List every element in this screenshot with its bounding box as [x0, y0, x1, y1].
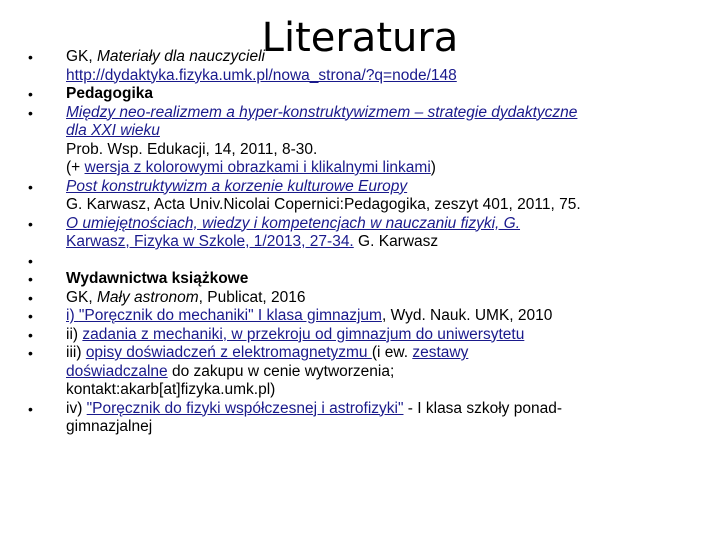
- citation-text: , Publicat, 2016: [198, 288, 306, 306]
- citation-text: , Wyd. Nauk. UMK, 2010: [381, 307, 553, 324]
- citation-text: (+: [66, 159, 85, 176]
- tasks-link[interactable]: zadania z mechaniki, w przekroju od gimnazjum do uniwersytetu: [82, 325, 525, 343]
- list-item: [28, 270, 708, 289]
- citation-text: gimnazjalnej: [66, 418, 153, 435]
- link-text: "Poręcznik do mechaniki" I klasa gimnazjum: [78, 307, 382, 324]
- citation-text: Prob. Wsp. Edukacji, 14, 2011, 8-30.: [66, 140, 318, 158]
- list-item: [28, 307, 708, 326]
- bullet-icon: •: [28, 308, 33, 324]
- materials-title: Materiały dla nauczycieli: [97, 48, 266, 65]
- article-link-neo-realizm[interactable]: [66, 104, 577, 140]
- citation-text: iv): [66, 399, 87, 417]
- citation-text: - I klasa szkoły ponad-: [403, 399, 562, 417]
- citation-text: iii): [66, 344, 86, 361]
- contact-text: kontakt:akarb[at]fizyka.umk.pl): [66, 381, 276, 398]
- bibliography-list: [28, 48, 708, 437]
- list-item: [28, 85, 708, 104]
- citation-text: G. Karwasz: [353, 233, 439, 250]
- citation-text: ii): [66, 325, 83, 343]
- list-item: [28, 326, 708, 345]
- slide-title: Literatura: [261, 15, 459, 61]
- list-item: [28, 344, 708, 400]
- section-heading-pedagogika: Pedagogika: [66, 85, 153, 102]
- article-link-text: Między neo-realizmem a hyper-konstruktywizmem – strategie dydaktyczne: [66, 103, 578, 121]
- section-heading-books: Wydawnictwa książkowe: [66, 270, 249, 287]
- list-item: [28, 289, 708, 308]
- citation-text: (i ew.: [371, 344, 413, 361]
- bullet-icon: •: [28, 178, 33, 195]
- article-link-post-konstruktywizm[interactable]: [66, 178, 407, 195]
- bullet-icon: •: [28, 104, 33, 121]
- bullet-icon: •: [28, 289, 33, 306]
- list-item: [28, 104, 708, 178]
- list-item: [28, 400, 708, 437]
- book-link-mechanika[interactable]: [66, 307, 382, 324]
- list-item: [28, 215, 708, 252]
- list-item-empty: [28, 252, 708, 271]
- bullet-icon: •: [28, 326, 33, 343]
- citation-text: do zakupu w cenie wytworzenia;: [167, 362, 395, 380]
- bullet-icon: •: [28, 345, 33, 361]
- bullet-icon: •: [28, 86, 33, 102]
- bullet-icon: •: [28, 271, 33, 287]
- citation-text: GK,: [66, 288, 98, 306]
- book-title: Mały astronom: [97, 288, 199, 306]
- article-link-text: dla XXI wieku: [66, 122, 160, 139]
- citation-text: ): [430, 159, 436, 176]
- book-link-fizyka-wspolczesna[interactable]: "Poręcznik do fizyki współczesnej i astrofizyki": [86, 399, 404, 417]
- materials-link[interactable]: http://dydaktyka.fizyka.umk.pl/nowa_strona/?q=node/148: [66, 66, 457, 84]
- experiments-link[interactable]: opisy doświadczeń z elektromagnetyzmu: [85, 344, 372, 361]
- article-link-umiejetnosci[interactable]: [66, 215, 520, 251]
- citation-text: G. Karwasz, Acta Univ.Nicolai Copernici:Pedagogika, zeszyt 401, 2011, 75.: [66, 196, 581, 213]
- color-version-link[interactable]: wersja z kolorowymi obrazkami i klikalnymi linkami: [84, 159, 431, 176]
- bullet-icon: •: [28, 252, 33, 269]
- bullet-icon: •: [28, 49, 33, 65]
- article-link-text: Karwasz, Fizyka w Szkole, 1/2013, 27-34.: [66, 233, 354, 250]
- article-link-text: Post konstruktywizm a korzenie kulturowe Europy: [66, 177, 408, 195]
- article-link-text: O umiejętnościach, wiedzy i kompetencjach w nauczaniu fizyki, G.: [66, 214, 521, 232]
- list-item: [28, 178, 708, 215]
- list-item: [28, 48, 708, 85]
- bullet-icon: •: [28, 215, 33, 232]
- author-label: GK,: [66, 48, 93, 65]
- link-text: zestawy: [412, 344, 469, 361]
- link-prefix: i): [66, 307, 79, 324]
- link-text: doświadczalne: [66, 362, 168, 380]
- bullet-icon: •: [28, 400, 33, 417]
